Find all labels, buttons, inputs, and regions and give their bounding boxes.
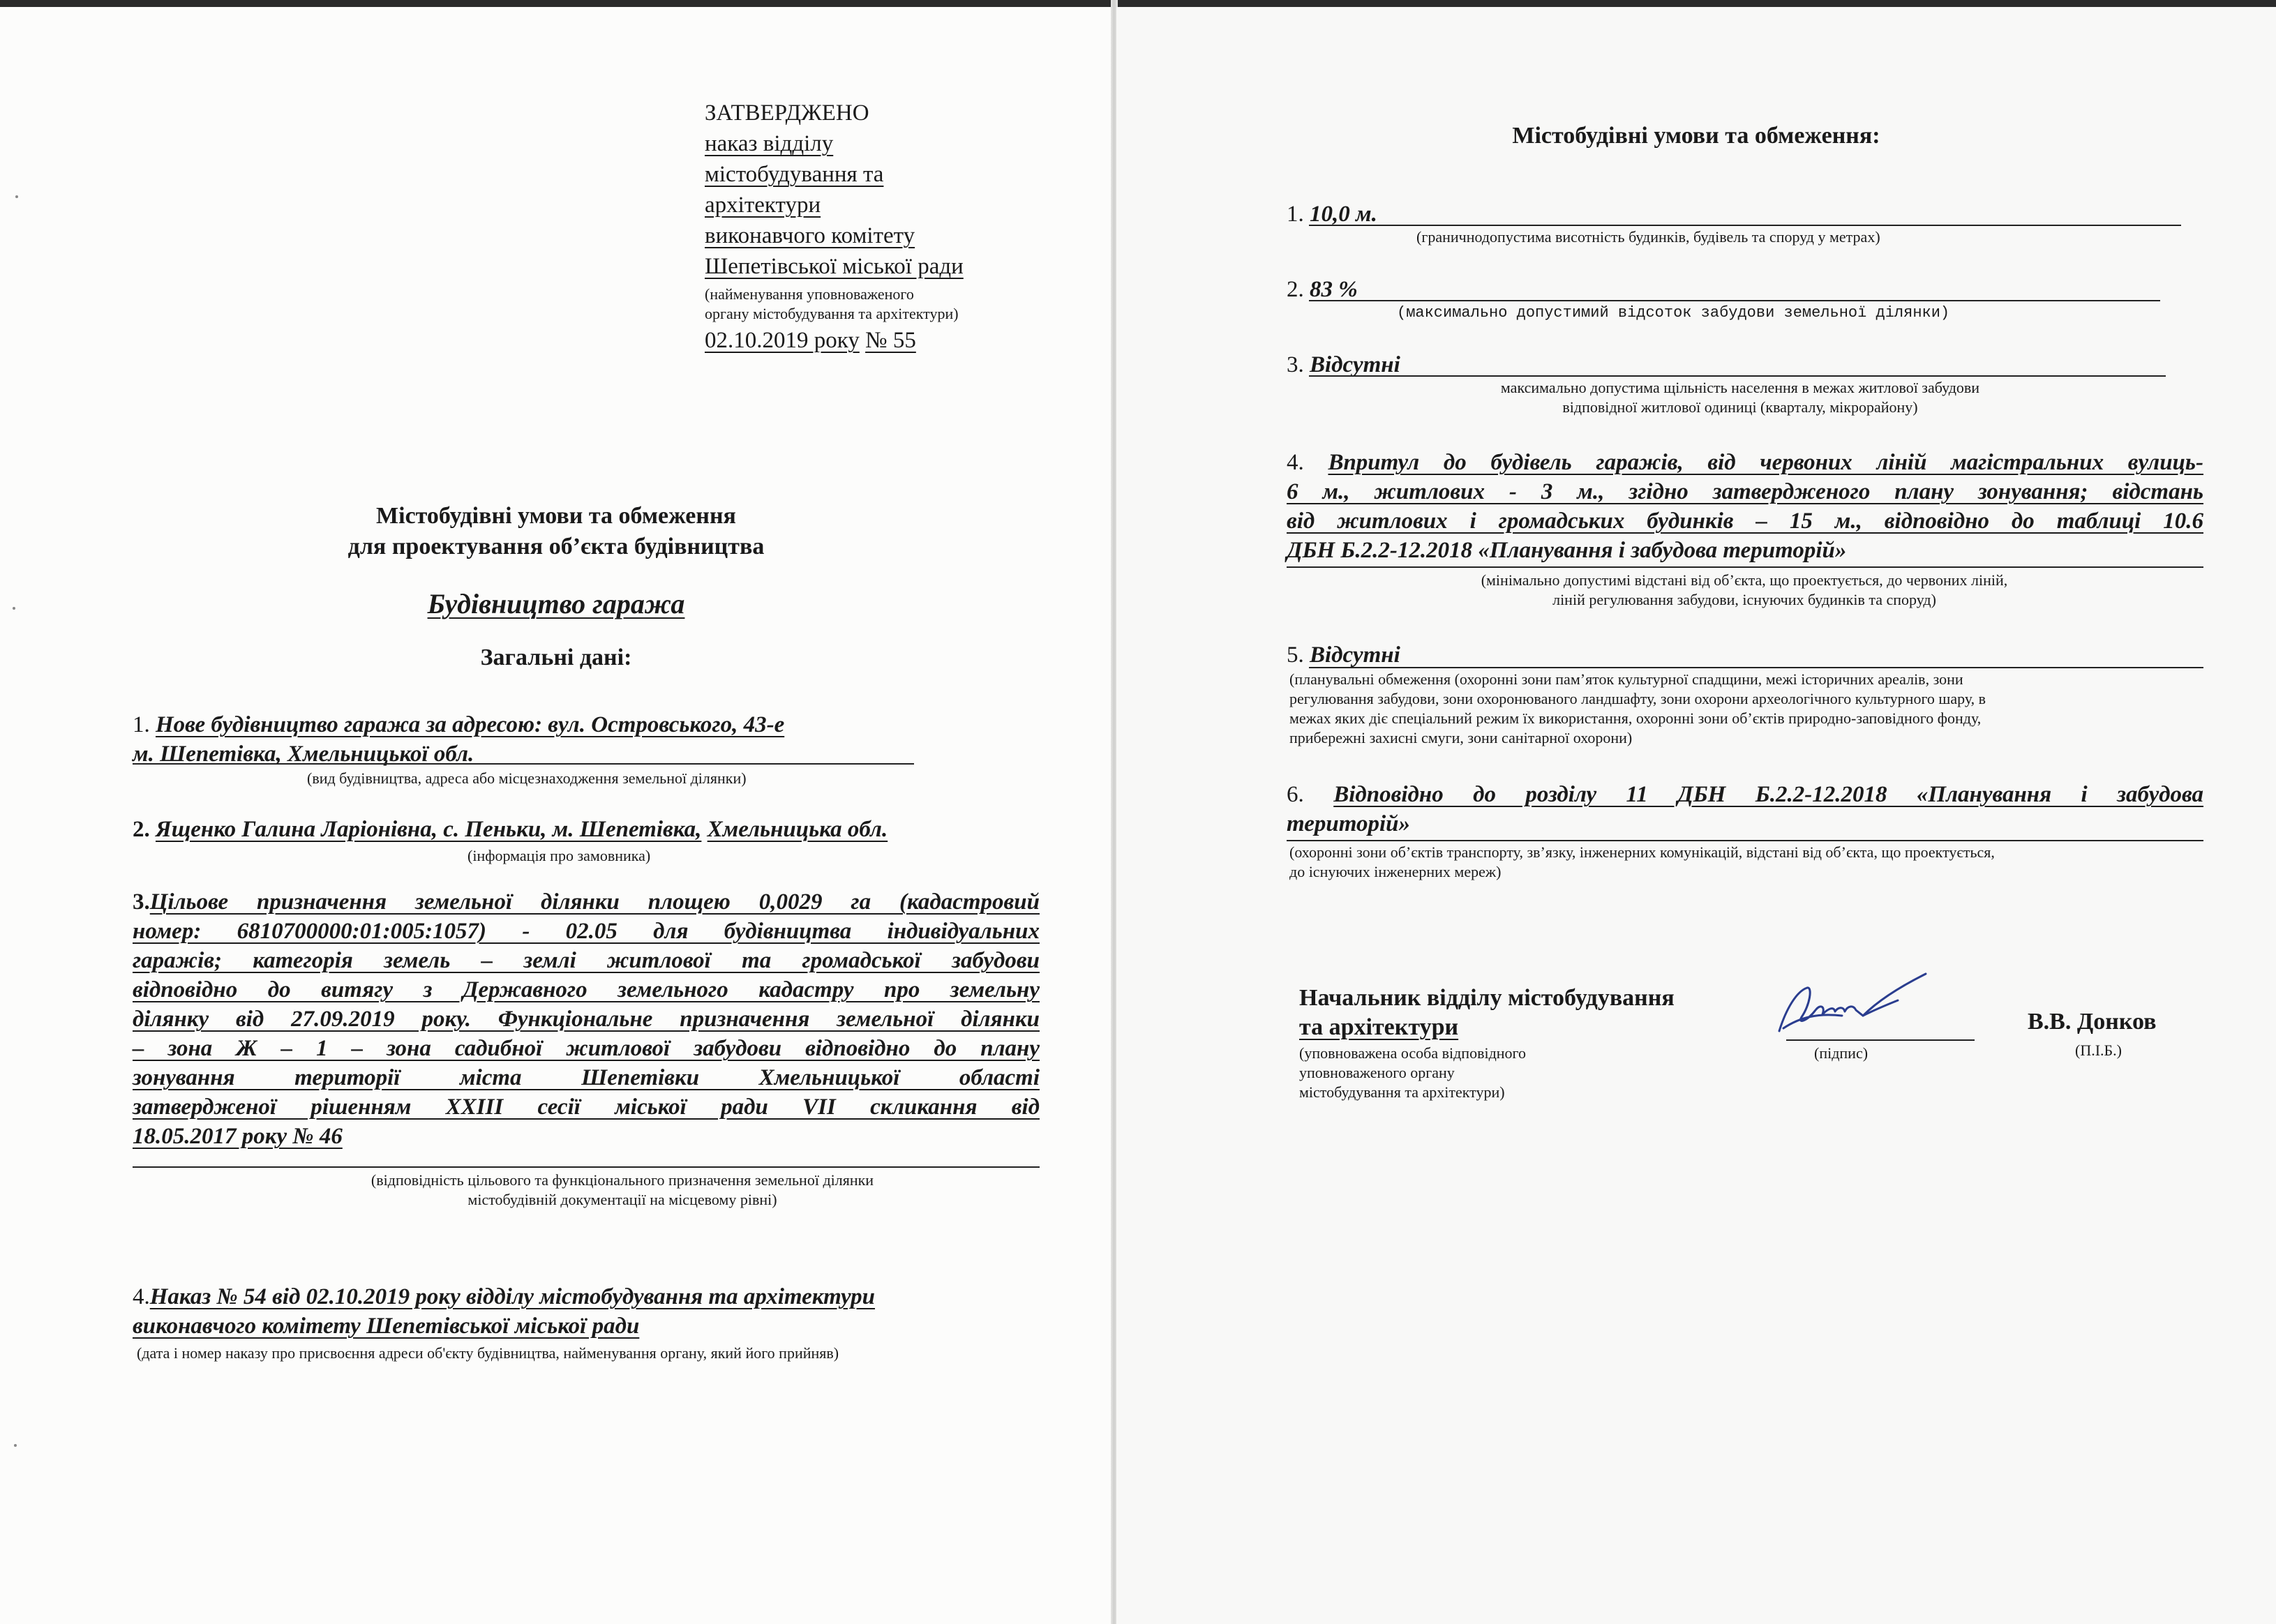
signatory-note-3: містобудування та архітектури) [1299, 1083, 1505, 1101]
item-1-line-1: Нове будівництво гаража за адресою: вул. Островського, 43-е [156, 712, 785, 737]
signatory-note-1: (уповноважена особа відповідного [1299, 1044, 1527, 1062]
signature-line [1786, 1039, 1975, 1041]
approval-line-2: містобудування та [705, 162, 884, 187]
condition-3-number: 3. [1287, 352, 1304, 377]
condition-3-note [1356, 378, 2124, 417]
condition-1-note: (граничнодопустима висотність будинків, будівель та споруд у метрах) [1416, 228, 1880, 246]
item-1-line-2: м. Шепетівка, Хмельницької обл. [133, 742, 474, 767]
scan-speck [13, 607, 15, 610]
item-2-text-b: Хмельницька обл. [707, 817, 888, 842]
condition-6 [1287, 780, 2203, 839]
condition-1-value: 10,0 м. [1310, 202, 1377, 227]
item-3-line-1: Цільове призначення земельної ділянки площею 0,0029 га (кадастровий [149, 889, 1040, 915]
title-line-2: для проектування об’єкта будівництва [347, 534, 765, 559]
handwritten-signature [1758, 967, 1982, 1048]
condition-2-number: 2. [1287, 277, 1304, 302]
item-3-line-8: затвердженої рішенням XXIII сесії міської ради VII скликання від [133, 1095, 1040, 1120]
signature-label: (підпис) [1814, 1044, 1869, 1062]
condition-5-underline [1309, 667, 2203, 668]
item-4-number: 4. [133, 1284, 150, 1309]
item-2-text-a: Ященко Галина Ларіонівна, с. Пеньки, м. Шепетівка, [156, 817, 702, 842]
condition-1-underline [1309, 225, 2181, 226]
condition-2-value: 83 % [1310, 277, 1358, 302]
condition-4-note [1326, 571, 2163, 610]
condition-4-line-1: Впритул до будівель гаражів, від червоних ліній магістральних вулиць- [1328, 450, 2203, 475]
condition-6-note [1289, 843, 2217, 882]
condition-5-note [1289, 670, 2217, 748]
condition-3-note-1: максимально допустима щільність населення в межах житлової забудови [1500, 379, 1980, 396]
condition-4-underline [1287, 566, 2203, 568]
item-2 [133, 815, 1061, 844]
approval-date [705, 325, 1095, 356]
condition-6-underline [1287, 840, 2203, 841]
approval-date-text: 02.10.2019 року [705, 328, 860, 353]
condition-5-note-2: регулювання забудови, зони охоронюваного ландшафту, зони охорони археологічного культурного шару, в [1289, 690, 1986, 707]
condition-6-number: 6. [1287, 782, 1304, 807]
item-1-underline [133, 763, 914, 765]
condition-6-line-2: територій» [1287, 811, 1410, 836]
item-2-note: (інформація про замовника) [467, 847, 651, 864]
condition-4 [1287, 448, 2203, 565]
condition-4-number: 4. [1287, 450, 1304, 475]
signatory-role-2: та архітектури [1299, 1014, 1459, 1040]
item-3-note-2: містобудівній документації на місцевому рівні) [467, 1191, 777, 1208]
item-3-line-3: гаражів; категорія земель – землі житлової та громадської забудови [133, 948, 1040, 973]
signatory-role [1299, 984, 1675, 1042]
condition-3-value: Відсутні [1310, 352, 1400, 377]
item-3-number: 3. [133, 889, 150, 915]
document-title [0, 501, 1112, 562]
condition-6-note-1: (охоронні зони об’єктів транспорту, зв’язку, інженерних комунікацій, відстані від об’єкта, що проектується, [1289, 843, 1995, 861]
condition-4-note-2: ліній регулювання забудови, існуючих будинків та споруд) [1552, 591, 1936, 608]
item-1 [133, 710, 1061, 769]
approval-number: № 55 [865, 328, 916, 353]
approval-line-1: наказ відділу [705, 131, 834, 156]
item-3-line-5: ділянку від 27.09.2019 року. Функціональне призначення земельної ділянки [133, 1007, 1040, 1032]
condition-2-underline [1309, 300, 2160, 301]
condition-3-note-2: відповідної житлової одиниці (кварталу, мікрорайону) [1562, 398, 1918, 416]
condition-3-underline [1309, 375, 2166, 377]
condition-5-note-1: (планувальні обмеження (охоронні зони пам’яток культурної спадщини, межі історичних ареалів, зони [1289, 670, 1963, 688]
signatory-name: В.В. Донков [2028, 1009, 2157, 1035]
item-1-number: 1. [133, 712, 150, 737]
item-4-note: (дата і номер наказу про присвоєння адреси об'єкту будівництва, найменування органу, який його прийняв) [137, 1344, 839, 1362]
item-3-line-7: зонування території міста Шепетівки Хмельницької області [133, 1065, 1040, 1090]
scan-speck [14, 1444, 17, 1447]
condition-4-line-2: 6 м., житлових - 3 м., згідно затвердженого плану зонування; відстань [1287, 479, 2203, 504]
approval-stamp [705, 98, 1095, 356]
item-4-line-1: Наказ № 54 від 02.10.2019 року відділу містобудування та архітектури [149, 1284, 876, 1309]
item-3-line-2: номер: 6810700000:01:005:1057) - 02.05 для будівництва індивідуальних [133, 919, 1040, 944]
approval-note-1: (найменування уповноваженого [705, 285, 914, 303]
condition-5-note-3: межах яких діє спеціальний режим їх використання, охоронні зони об’єктів природно-заповідного фонду, [1289, 709, 1982, 727]
signatory-note-2: уповноваженого органу [1299, 1064, 1455, 1081]
item-3-underline [133, 1166, 1040, 1168]
approval-note-2: органу містобудування та архітектури) [705, 305, 959, 322]
item-4 [133, 1282, 1081, 1341]
object-name: Будівництво гаража [427, 588, 685, 619]
left-page [0, 7, 1112, 1624]
scan-speck [15, 195, 18, 198]
conditions-heading: Містобудівні умови та обмеження: [1512, 123, 1880, 149]
item-3-note [274, 1171, 971, 1210]
signatory-role-1: Начальник відділу містобудування [1299, 985, 1675, 1011]
item-3-line-6: – зона Ж – 1 – зона садибної житлової забудови відповідно до плану [133, 1036, 1040, 1061]
general-heading: Загальні дані: [480, 645, 632, 670]
condition-5-number: 5. [1287, 642, 1304, 668]
condition-2-note: (максимально допустимий відсоток забудови земельної ділянки) [1397, 304, 1950, 322]
item-3 [133, 887, 1040, 1151]
title-line-1: Містобудівні умови та обмеження [376, 503, 736, 529]
item-1-note: (вид будівництва, адреса або місцезнаходження земельної ділянки) [307, 769, 747, 787]
condition-1-number: 1. [1287, 202, 1304, 227]
approval-line-3: архітектури [705, 193, 821, 218]
condition-5-note-4: прибережні захисні смуги, зони санітарної охорони) [1289, 729, 1633, 746]
condition-6-line-1: Відповідно до розділу 11 ДБН Б.2.2-12.2018 «Планування і забудова [1333, 782, 2204, 807]
condition-4-line-3: від житлових і громадських будинків – 15 м., відповідно до таблиці 10.6 [1287, 509, 2203, 534]
condition-4-note-1: (мінімально допустимі відстані від об’єкта, що проектується, до червоних ліній, [1481, 571, 2008, 589]
item-3-last-line: 18.05.2017 року № 46 [133, 1124, 343, 1149]
approval-word: ЗАТВЕРДЖЕНО [705, 100, 869, 126]
signatory-note [1299, 1044, 1526, 1102]
approval-line-5: Шепетівської міської ради [705, 254, 964, 279]
item-3-note-1: (відповідність цільового та функціонального призначення земельної ділянки [370, 1171, 874, 1189]
scan-top-edge [0, 0, 2276, 7]
condition-6-note-2: до існуючих інженерних мереж) [1289, 863, 1502, 880]
signatory-name-label: (П.І.Б.) [2075, 1042, 2122, 1059]
approval-line-4: виконавчого комітету [705, 223, 915, 248]
item-4-line-2: виконавчого комітету Шепетівської міської ради [133, 1314, 640, 1339]
condition-4-last-line: ДБН Б.2.2-12.2018 «Планування і забудова територій» [1287, 538, 1847, 563]
item-3-line-4: відповідно до витягу з Державного земельного кадастру про земельну [133, 977, 1040, 1002]
condition-5-value: Відсутні [1310, 642, 1400, 668]
item-2-number: 2. [133, 817, 150, 842]
right-page [1116, 7, 2276, 1624]
condition-5 [1287, 640, 1400, 670]
